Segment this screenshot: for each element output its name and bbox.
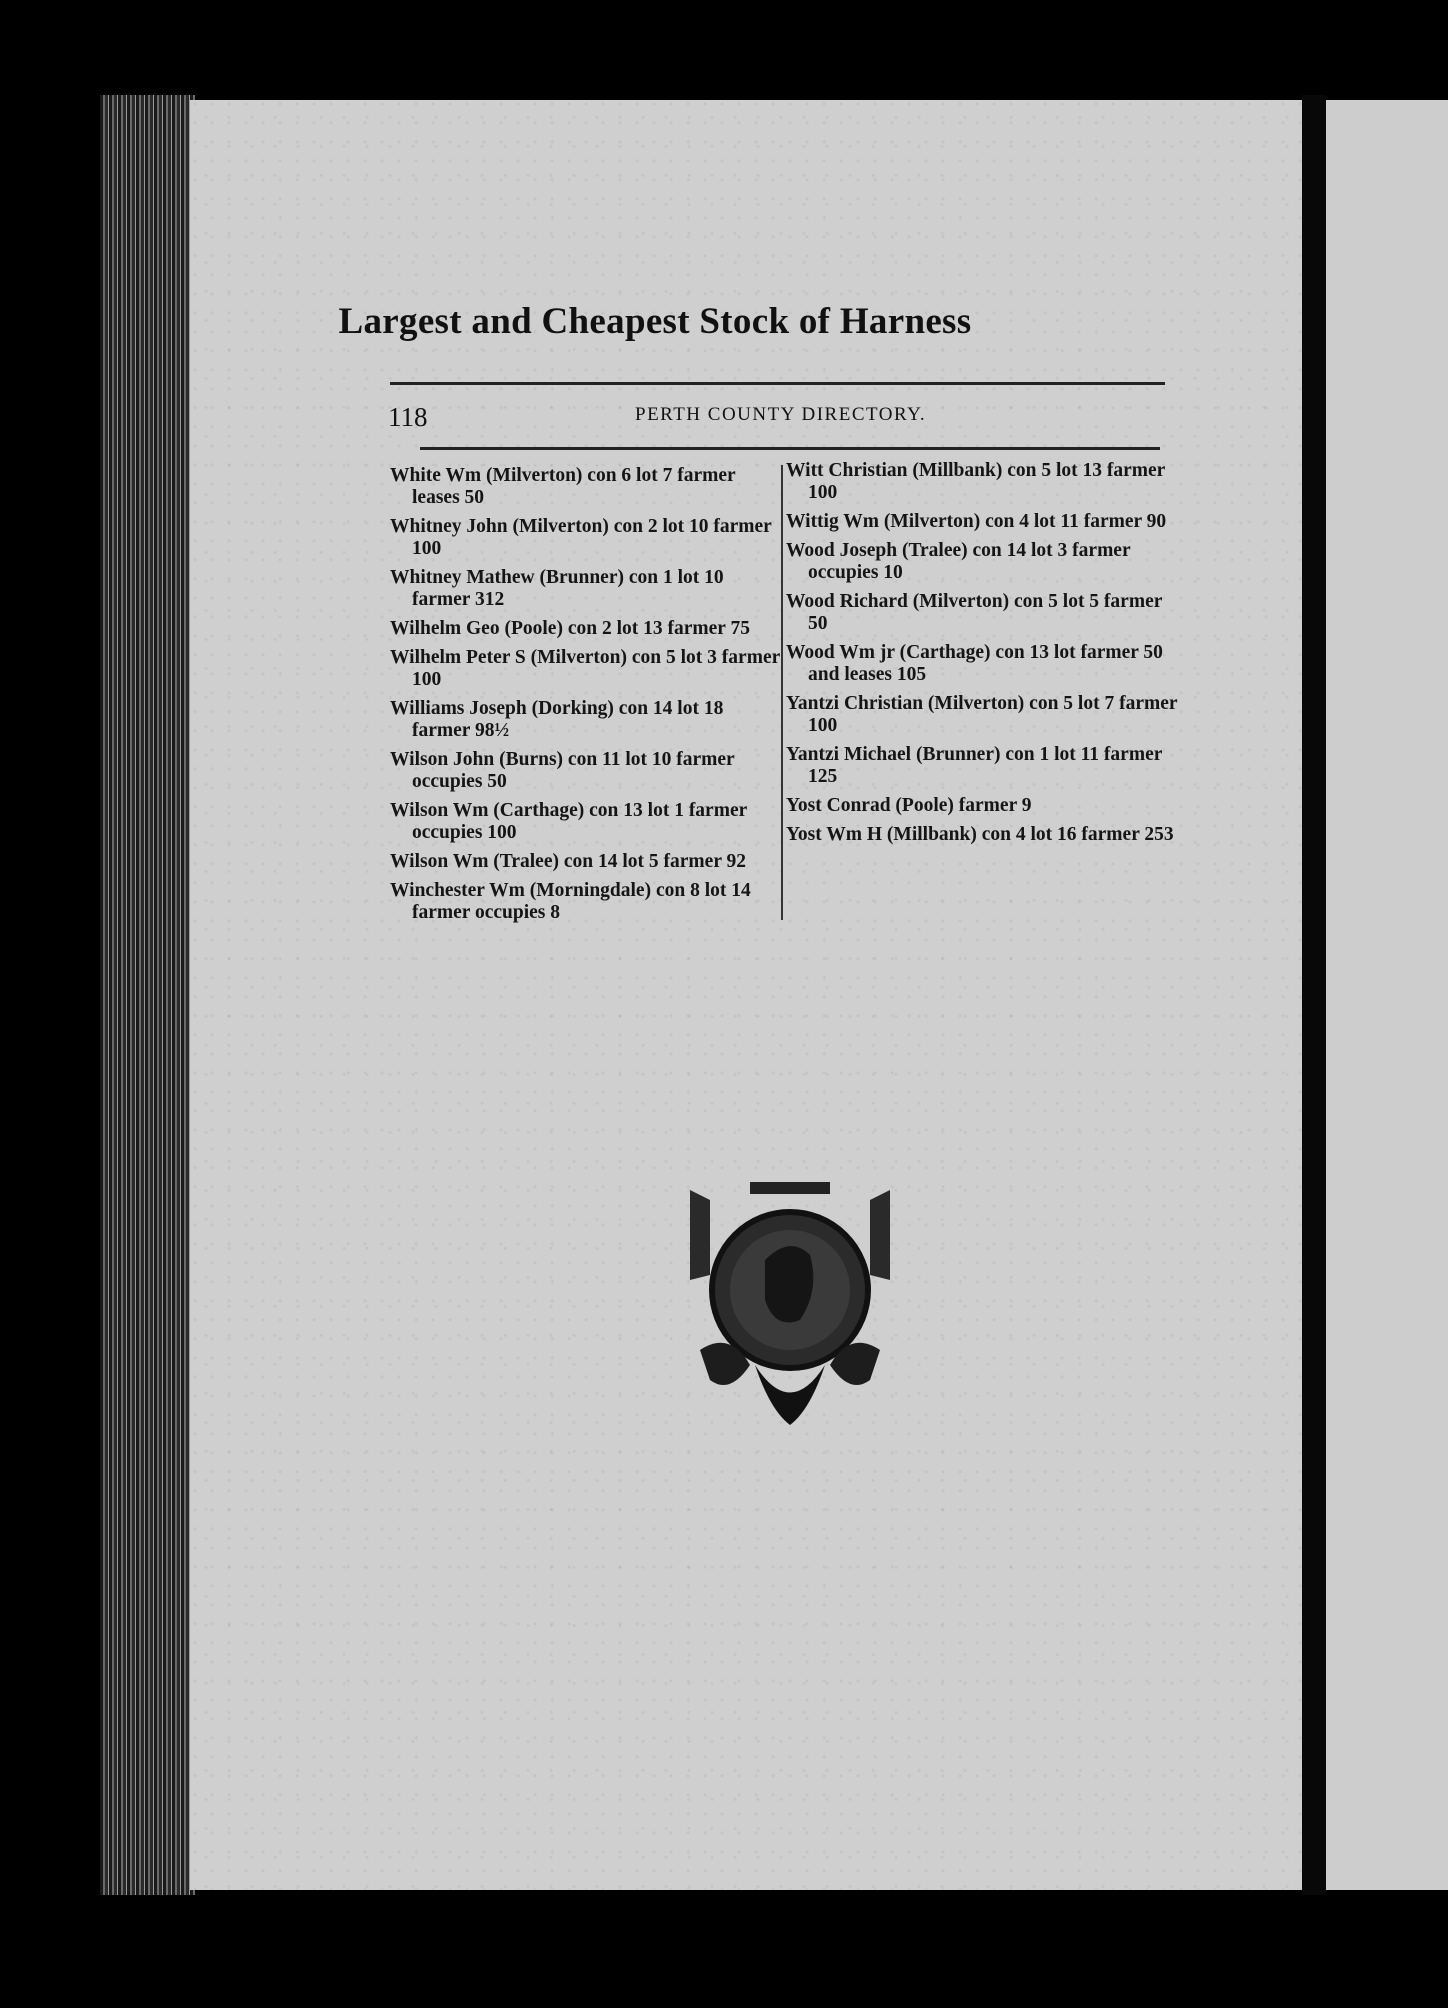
directory-entry: Wilson John (Burns) con 11 lot 10 farmer occupies 50 [390,749,735,792]
banner-rule [390,382,1165,385]
facing-page-strip [1326,100,1448,1890]
directory-entry: Wilhelm Geo (Poole) con 2 lot 13 farmer 75 [390,618,750,639]
library-seal-icon [670,1180,910,1435]
directory-entry: Winchester Wm (Morningdale) con 8 lot 14 farmer occupies 8 [390,880,751,923]
page-number: 118 [388,402,428,432]
directory-entry: Whitney John (Milverton) con 2 lot 10 farmer 100 [390,516,772,559]
directory-entry: Wilson Wm (Carthage) con 13 lot 1 farmer occupies 100 [390,800,747,843]
directory-entry: Yost Conrad (Poole) farmer 9 [786,795,1032,816]
directory-entry: Wittig Wm (Milverton) con 4 lot 11 farmer 90 [786,511,1167,532]
directory-entry: Yantzi Christian (Milverton) con 5 lot 7 farmer 100 [786,693,1178,736]
directory-entry: Wood Richard (Milverton) con 5 lot 5 farmer 50 [786,591,1163,634]
directory-column-right [786,460,1181,853]
book-page [190,100,1302,1890]
book-spine [1302,95,1326,1895]
directory-entry: Wilson Wm (Tralee) con 14 lot 5 farmer 92 [390,851,746,872]
directory-entry: Wilhelm Peter S (Milverton) con 5 lot 3 farmer 100 [390,647,780,690]
directory-entry: Wood Joseph (Tralee) con 14 lot 3 farmer occupies 10 [786,540,1131,583]
column-divider [781,465,783,920]
directory-entry: White Wm (Milverton) con 6 lot 7 farmer leases 50 [390,465,736,508]
directory-entry: Wood Wm jr (Carthage) con 13 lot farmer 50 and leases 105 [786,642,1163,685]
directory-entry: Witt Christian (Millbank) con 5 lot 13 farmer 100 [786,460,1165,503]
directory-column-left [390,465,785,931]
header-rule [420,447,1160,450]
directory-entry: Yantzi Michael (Brunner) con 1 lot 11 farmer 125 [786,744,1163,787]
book-page-edges [100,95,195,1895]
advertisement-banner: Largest and Cheapest Stock of Harness [338,301,972,342]
directory-entry: Yost Wm H (Millbank) con 4 lot 16 farmer 253 [786,824,1174,845]
directory-entry: Whitney Mathew (Brunner) con 1 lot 10 farmer 312 [390,567,724,610]
running-title: PERTH COUNTY DIRECTORY. [635,404,927,425]
directory-entry: Williams Joseph (Dorking) con 14 lot 18 farmer 98½ [390,698,724,741]
